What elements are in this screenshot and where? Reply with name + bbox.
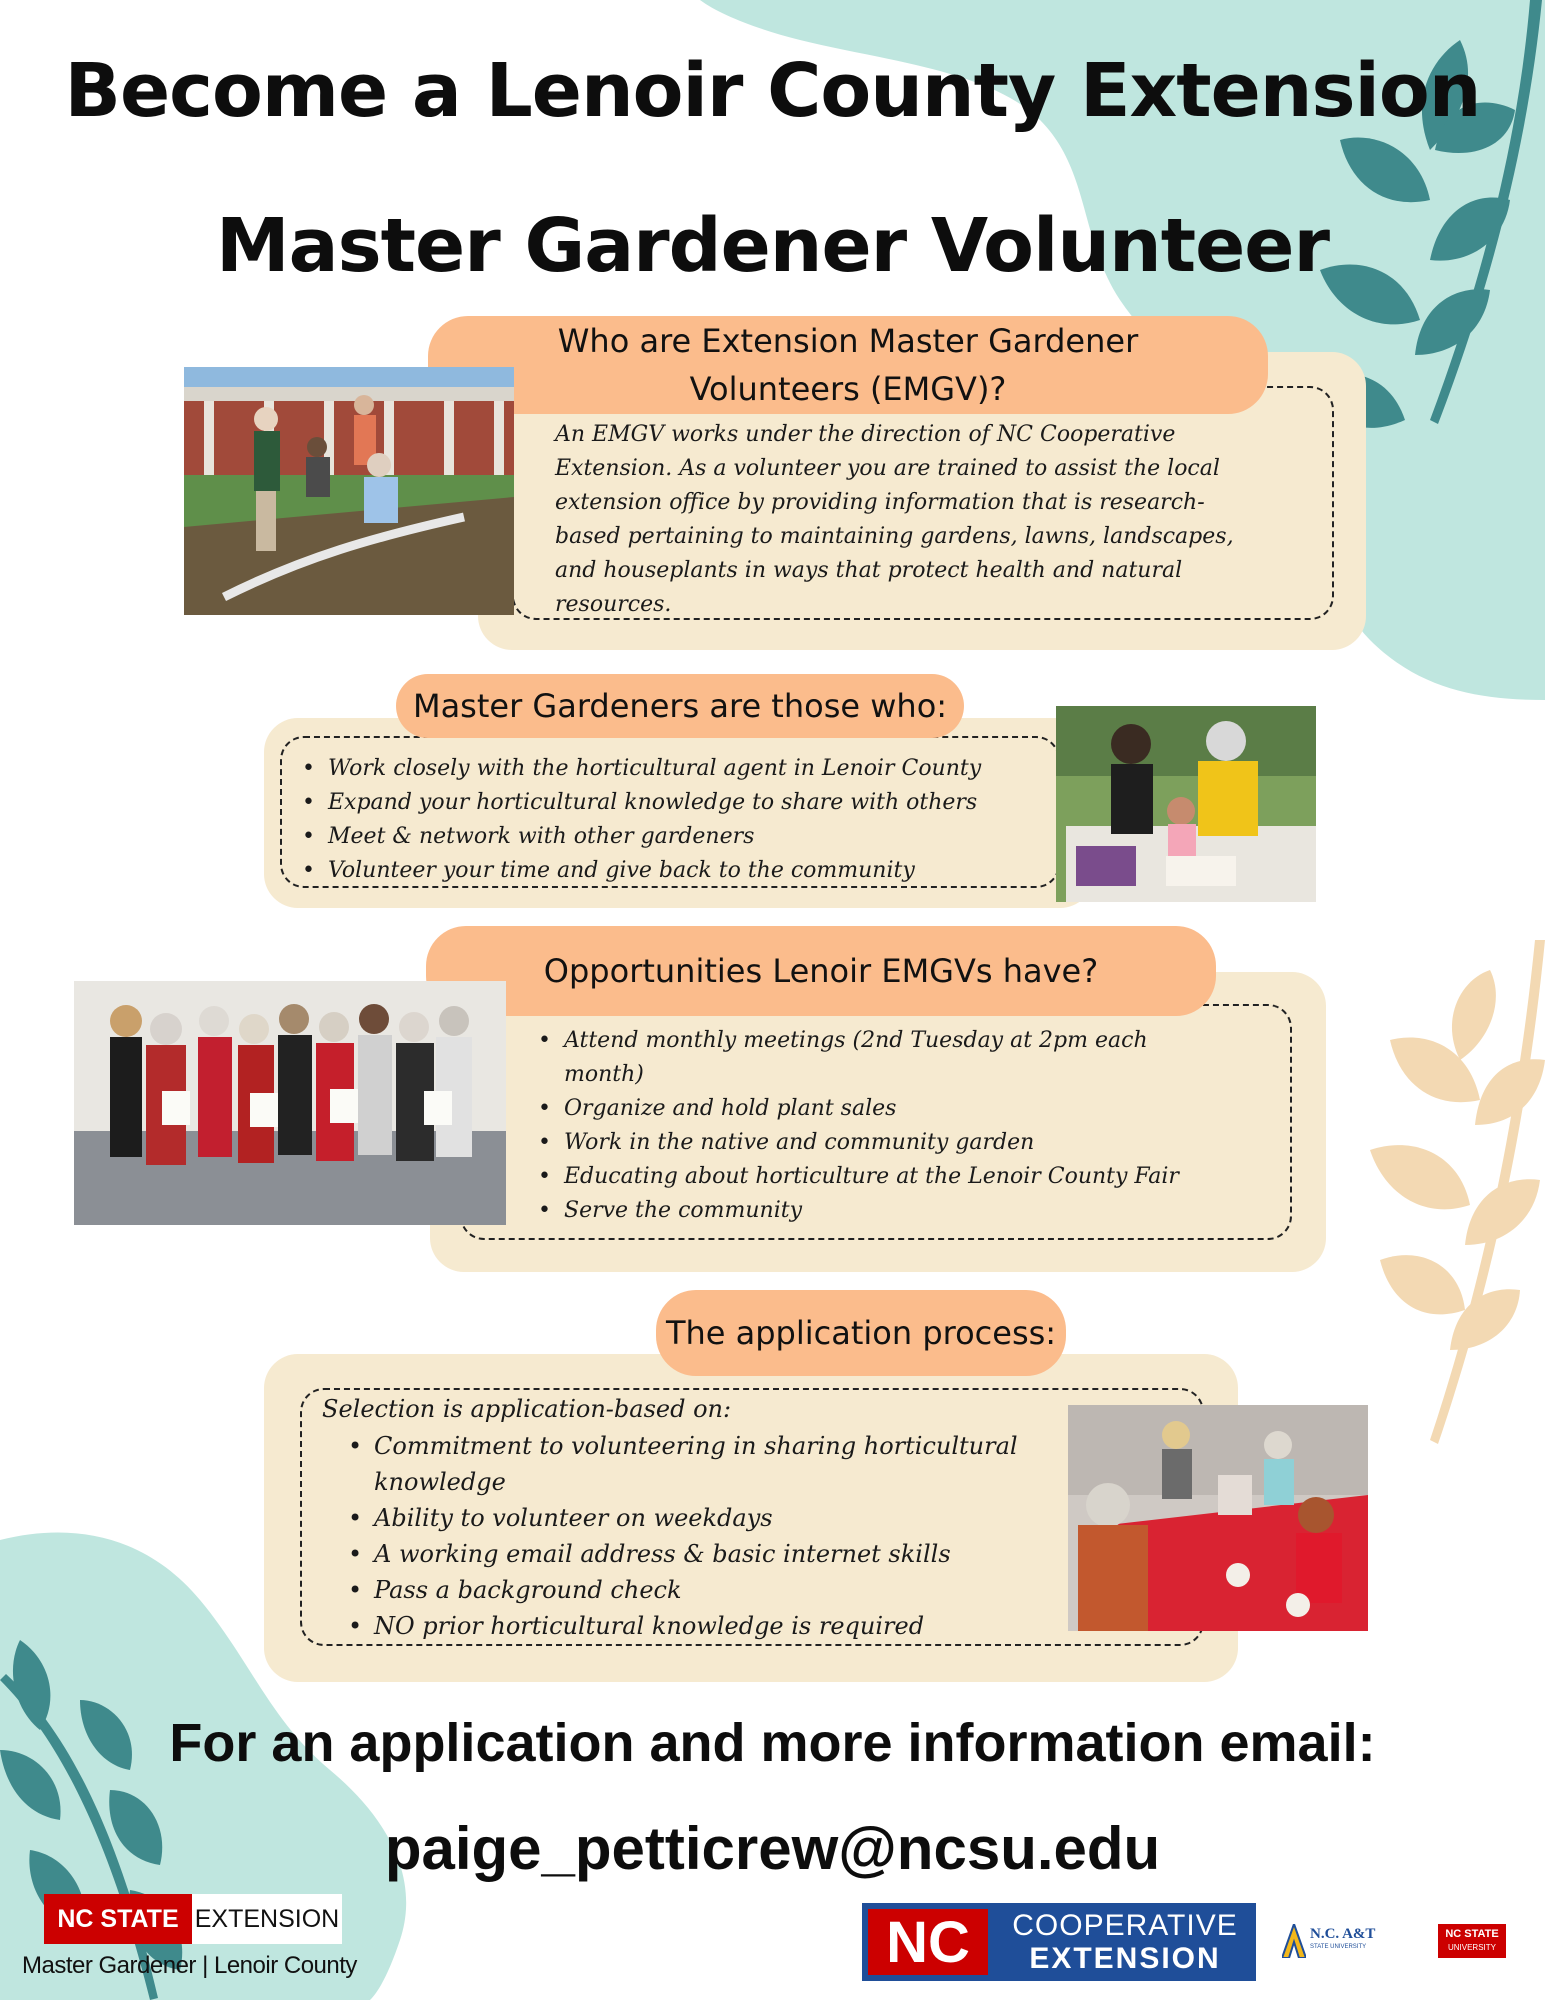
who-heading-line2: Volunteers (EMGV)? [689,370,1007,408]
nc-mark: NC [868,1909,988,1975]
photo-volunteers-garden [184,367,514,615]
who-body-line: extension office by providing information that is research- [555,490,1205,515]
application-intro: Selection is application-based on: [322,1395,732,1423]
application-item: • Commitment to volunteering in sharing horticultural knowledge [340,1428,1076,1500]
those-who-heading: Master Gardeners are those who: [396,674,964,738]
ncstate-extension-logo [22,1894,357,1984]
application-heading: The application process: [656,1290,1066,1376]
extension-label: EXTENSION [192,1894,342,1944]
opportunities-item: • Attend monthly meetings (2nd Tuesday at 2pm each month) [530,1024,1270,1092]
opportunities-item: • Serve the community [530,1194,1270,1228]
opportunities-heading: Opportunities Lenoir EMGVs have? [426,926,1216,1016]
who-heading-line1: Who are Extension Master Gardener [557,322,1139,360]
who-body-line: An EMGV works under the direction of NC Cooperative [555,422,1176,447]
ncstate-small-label: NC STATE [1445,1928,1499,1940]
tan-leaf-right [1370,940,1545,1460]
photo-craft-table [1068,1405,1368,1631]
ncat-label: N.C. A&T [1310,1926,1376,1942]
who-body [555,418,1315,622]
those-who-list [294,752,1064,888]
cta-line: For an application and more information email: [169,1713,1376,1773]
photo-child-craft [1056,706,1316,902]
who-body-line: Extension. As a volunteer you are trained to assist the local [555,456,1220,481]
those-who-item: • Work closely with the horticultural agent in Lenoir County [294,752,1064,786]
opportunities-list [530,1024,1270,1228]
contact-email[interactable]: paige_petticrew@ncsu.edu [384,1815,1161,1882]
page-title-line2: Master Gardener Volunteer [216,203,1329,289]
application-item: • A working email address & basic internet skills [340,1536,1076,1572]
application-item: • NO prior horticultural knowledge is required [340,1608,1076,1644]
those-who-item: • Expand your horticultural knowledge to share with others [294,786,1064,820]
who-body-line: and houseplants in ways that protect health and natural [555,558,1183,583]
aggie-icon [1282,1924,1306,1958]
those-who-item: • Volunteer your time and give back to the community [294,854,1064,888]
ncat-logo [1282,1922,1392,1964]
application-list [340,1428,1076,1644]
nc-cooperative-extension-logo [862,1903,1256,1981]
coop-line2: EXTENSION [1029,1942,1221,1975]
who-body-line: resources. [555,592,672,617]
ncat-sub: STATE UNIVERSITY [1310,1944,1367,1950]
opportunities-item: • Educating about horticulture at the Lenoir County Fair [530,1160,1270,1194]
page-title-line1: Become a Lenoir County Extension [64,48,1481,134]
ncstate-label: NC STATE [44,1894,192,1944]
application-item: • Pass a background check [340,1572,1076,1608]
application-item: • Ability to volunteer on weekdays [340,1500,1076,1536]
opportunities-item: • Work in the native and community garden [530,1126,1270,1160]
those-who-item: • Meet & network with other gardeners [294,820,1064,854]
master-gardener-label: Master Gardener | Lenoir County [22,1952,357,1979]
ncstate-small-sub: UNIVERSITY [1447,1943,1496,1952]
photo-group-certificates [74,981,506,1225]
coop-line1: COOPERATIVE [1012,1909,1238,1942]
who-heading [428,316,1268,414]
who-body-line: based pertaining to maintaining gardens, lawns, landscapes, [555,524,1234,549]
ncstate-university-logo [1438,1924,1506,1958]
opportunities-item: • Organize and hold plant sales [530,1092,1270,1126]
